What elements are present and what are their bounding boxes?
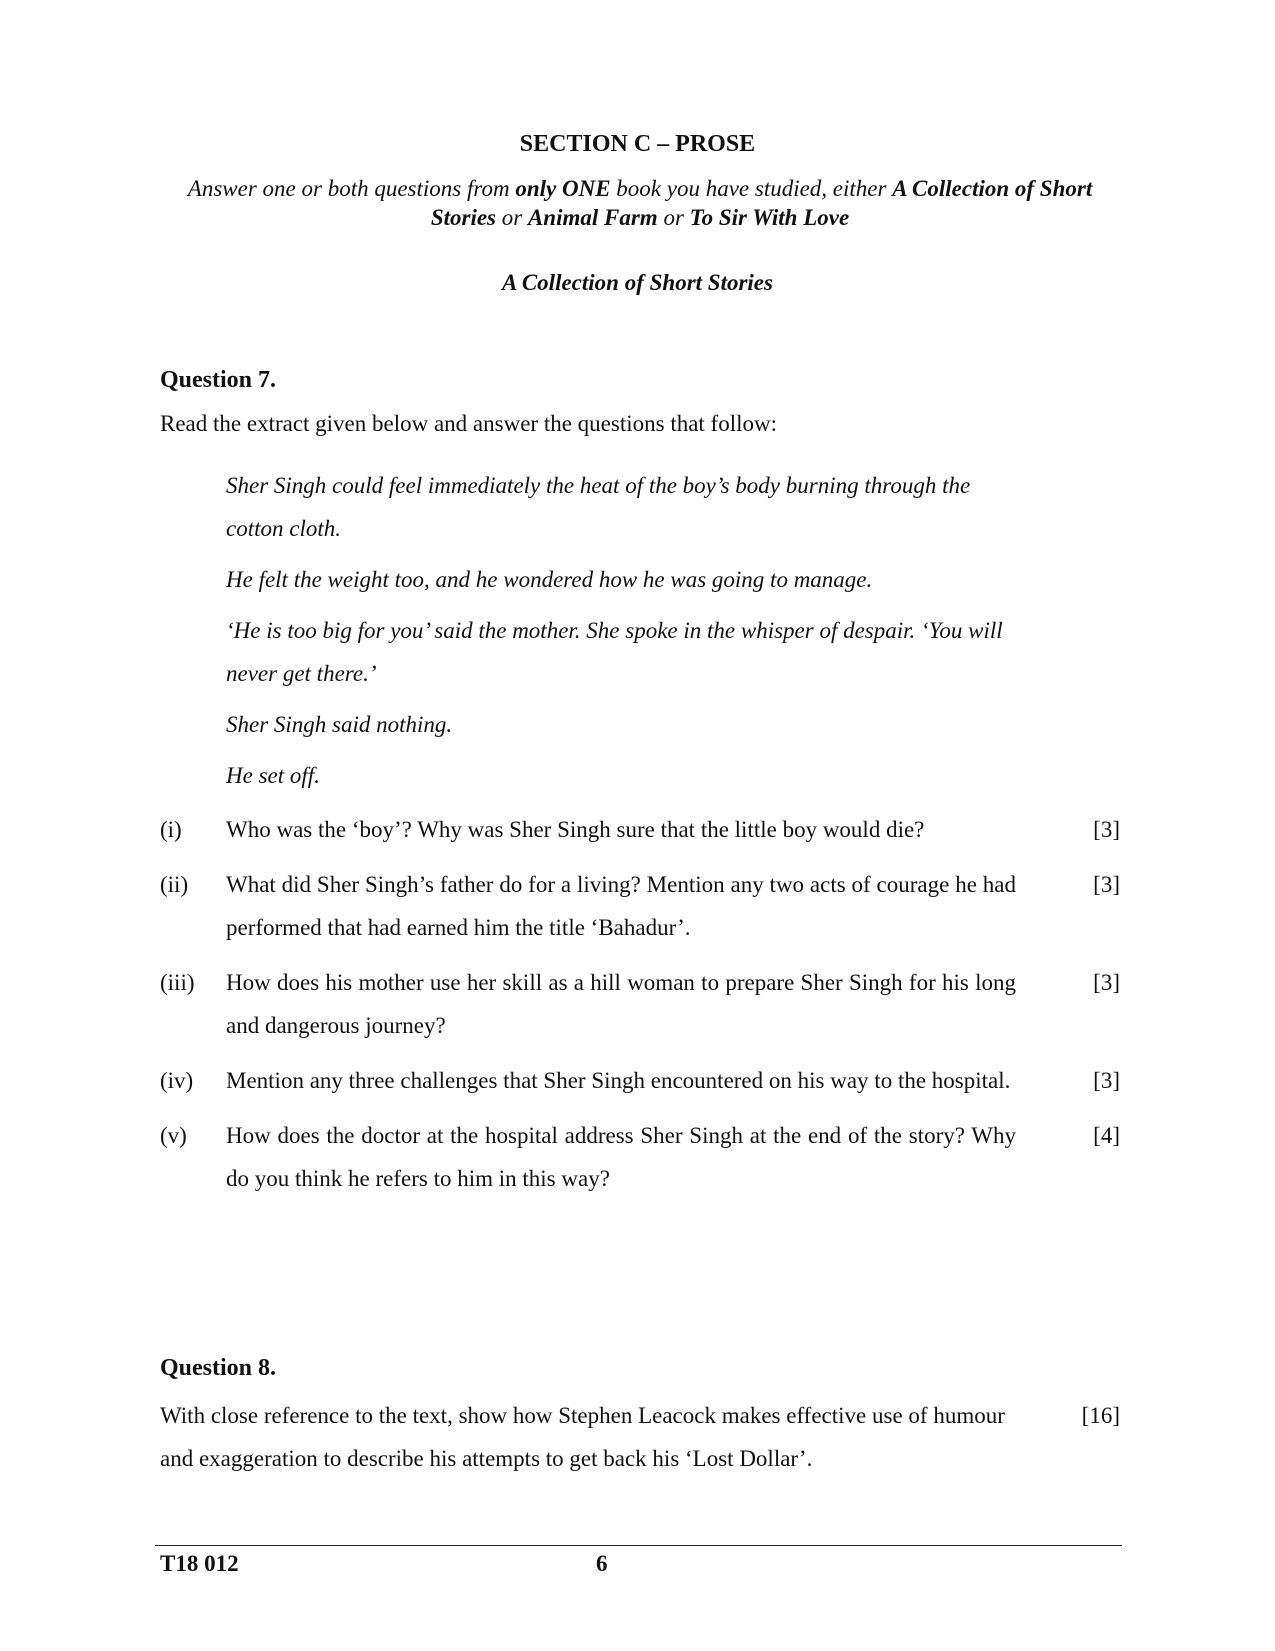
paper-code: T18 012	[160, 1551, 239, 1576]
subquestion-text: How does the doctor at the hospital address Sher Singh at the end of the story? Why do you think he refers to him in this way?	[226, 1123, 1016, 1191]
extract-paragraph: He felt the weight too, and he wondered how he was going to manage.	[226, 567, 873, 592]
subquestion-text: What did Sher Singh’s father do for a living? Mention any two acts of courage he had performed that had earned him the title ‘Bahadur’.	[226, 872, 1016, 940]
question-8-text: With close reference to the text, show how Stephen Leacock makes effective use of humour and exaggeration to describe his attempts to get back his ‘Lost Dollar’.	[160, 1403, 1005, 1471]
footer-divider	[155, 1545, 1122, 1546]
question-7-intro: Read the extract given below and answer the questions that follow:	[160, 411, 777, 436]
subquestion-text: Who was the ‘boy’? Why was Sher Singh sure that the little boy would die?	[226, 817, 925, 842]
subquestion-text: How does his mother use her skill as a hill woman to prepare Sher Singh for his long and dangerous journey?	[226, 970, 1016, 1038]
section-title: SECTION C – PROSE	[519, 131, 756, 157]
subquestion-number: (i)	[160, 817, 182, 842]
instruction-text: Answer one or both questions from	[187, 176, 516, 201]
question-7-subquestions	[160, 808, 1120, 1212]
question-8-heading: Question 8.	[160, 1355, 277, 1381]
instruction-text: or	[496, 205, 528, 230]
extract-paragraph: He set off.	[226, 763, 320, 788]
instruction-book-2: Animal Farm	[527, 205, 658, 230]
subquestion-marks: [4]	[1093, 1123, 1120, 1148]
subquestion-text: Mention any three challenges that Sher Singh encountered on his way to the hospital.	[226, 1068, 1011, 1093]
page-number: 6	[596, 1551, 608, 1576]
subquestion	[160, 863, 1120, 949]
question-8-body	[160, 1394, 1120, 1480]
question-7-heading: Question 7.	[160, 367, 277, 393]
subquestion-number: (v)	[160, 1123, 187, 1148]
extract-paragraph: Sher Singh could feel immediately the heat of the boy’s body burning through the cotton cloth.	[226, 473, 971, 541]
extract-passage	[226, 464, 1016, 805]
instruction-text: or	[657, 205, 690, 230]
book-title: A Collection of Short Stories	[502, 270, 773, 295]
subquestion-marks: [3]	[1093, 1068, 1120, 1093]
section-instructions	[160, 174, 1120, 232]
subquestion	[160, 808, 1120, 851]
instruction-emphasis: only ONE	[515, 176, 611, 201]
subquestion-marks: [3]	[1093, 970, 1120, 995]
instruction-text: book you have studied, either	[610, 176, 893, 201]
subquestion-marks: [3]	[1093, 872, 1120, 897]
extract-paragraph: Sher Singh said nothing.	[226, 712, 453, 737]
subquestion	[160, 1114, 1120, 1200]
subquestion-marks: [3]	[1093, 817, 1120, 842]
subquestion-number: (ii)	[160, 872, 189, 897]
subquestion	[160, 1059, 1120, 1102]
subquestion-number: (iii)	[160, 970, 195, 995]
subquestion	[160, 961, 1120, 1047]
instruction-book-1: A Collection of Short Stories	[430, 176, 1093, 230]
extract-paragraph: ‘He is too big for you’ said the mother. She spoke in the whisper of despair. ‘You will never get there.’	[226, 618, 1003, 686]
subquestion-number: (iv)	[160, 1068, 194, 1093]
instruction-book-3: To Sir With Love	[689, 205, 850, 230]
question-8-marks: [16]	[1081, 1403, 1120, 1428]
